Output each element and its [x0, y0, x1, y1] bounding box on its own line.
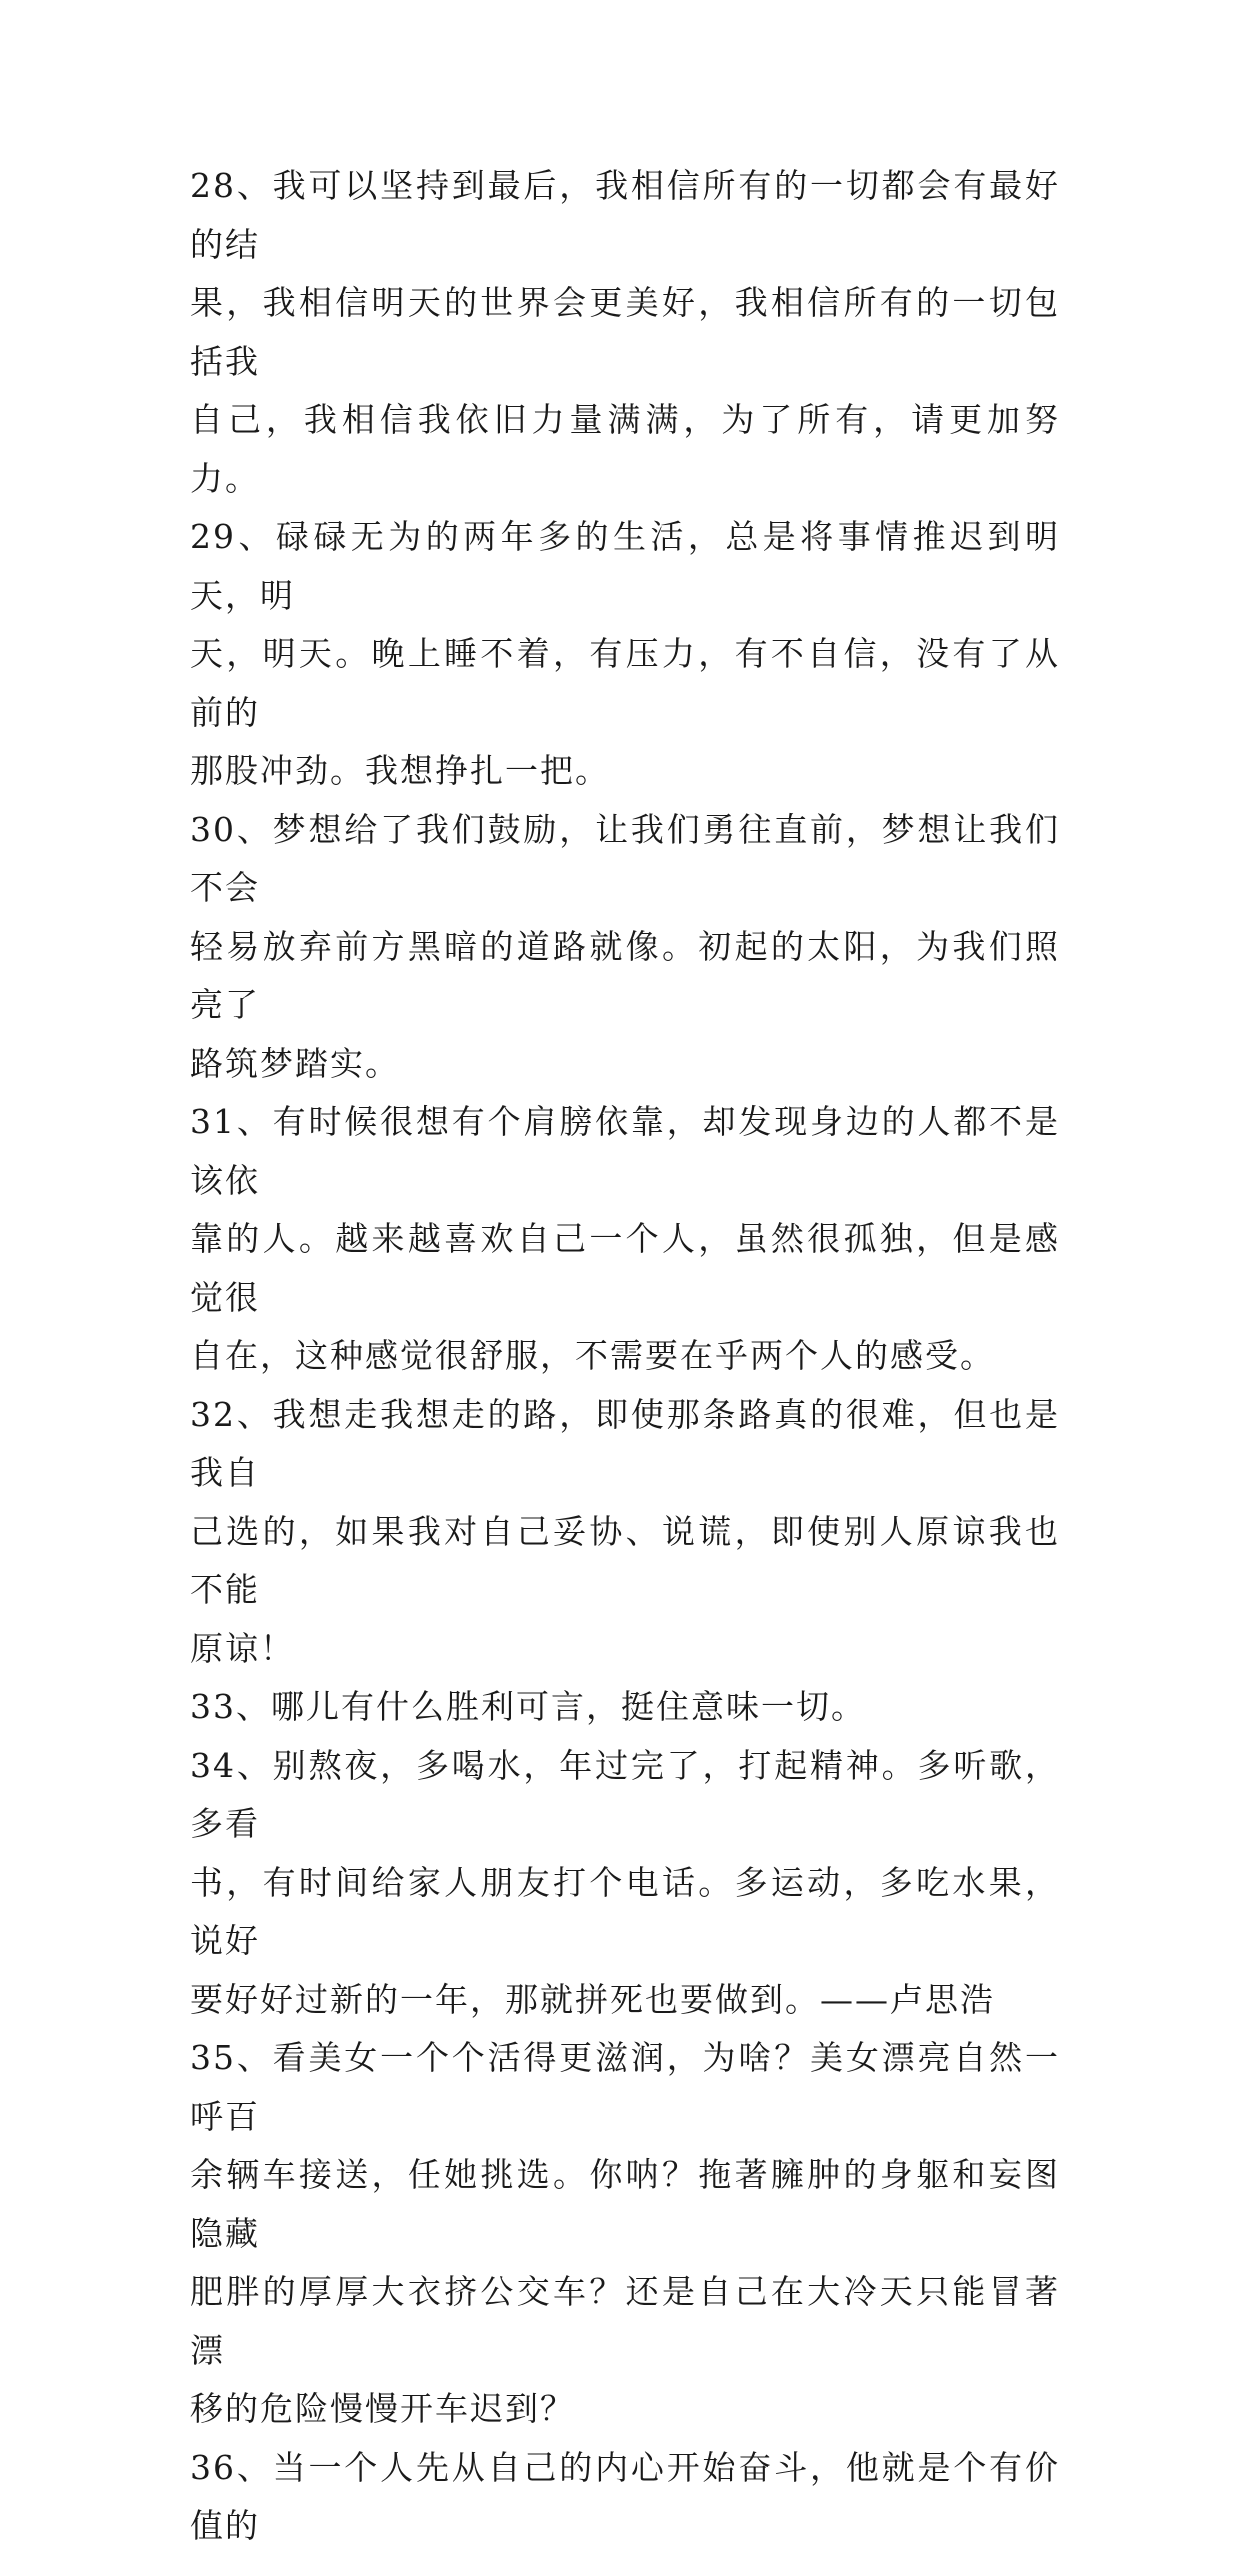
paragraph-35 [190, 2029, 1060, 2439]
text-line: 32、我想走我想走的路，即使那条路真的很难，但也是我自 [190, 1394, 1060, 1492]
text-line: 那股冲劲。我想挣扎一把。 [190, 751, 610, 790]
text-line: 自己，我相信我依旧力量满满，为了所有，请更加努力。 [190, 400, 1060, 498]
text-line: 肥胖的厚厚大衣挤公交车？还是自己在大冷天只能冒著漂 [190, 2272, 1060, 2370]
text-line: 31、有时候很想有个肩膀依靠，却发现身边的人都不是该依 [190, 1102, 1060, 1200]
paragraph-34 [190, 1737, 1060, 2030]
text-line: 29、碌碌无为的两年多的生活，总是将事情推迟到明天，明 [190, 517, 1060, 615]
text-line: 36、当一个人先从自己的内心开始奋斗，他就是个有价值的 [190, 2447, 1060, 2545]
text-line: 自在，这种感觉很舒服，不需要在乎两个人的感受。 [190, 1336, 995, 1375]
text-line: 果，我相信明天的世界会更美好，我相信所有的一切包括我 [190, 283, 1060, 381]
text-line: 34、别熬夜，多喝水，年过完了，打起精神。多听歌，多看 [190, 1745, 1060, 1843]
text-line: 30、梦想给了我们鼓励，让我们勇往直前，梦想让我们不会 [190, 809, 1060, 907]
paragraph-33 [190, 1678, 1060, 1737]
text-line: 移的危险慢慢开车迟到？ [190, 2389, 575, 2428]
paragraph-36 [190, 2439, 1060, 2556]
text-line: 轻易放弃前方黑暗的道路就像。初起的太阳，为我们照亮了 [190, 926, 1060, 1024]
text-line: 余辆车接送，任她挑选。你呐？拖著臃肿的身躯和妄图隐藏 [190, 2155, 1060, 2253]
text-line: 书，有时间给家人朋友打个电话。多运动，多吃水果，说好 [190, 1862, 1060, 1960]
paragraph-32 [190, 1386, 1060, 1679]
text-line: 己选的，如果我对自己妥协、说谎，即使别人原谅我也不能 [190, 1511, 1060, 1609]
paragraph-29 [190, 508, 1060, 801]
text-line: 路筑梦踏实。 [190, 1043, 400, 1083]
paragraph-31 [190, 1093, 1060, 1386]
text-line: 原谅！ [190, 1628, 295, 1668]
text-line: 35、看美女一个个活得更滋润，为啥？美女漂亮自然一呼百 [190, 2038, 1060, 2136]
text-line: 28、我可以坚持到最后，我相信所有的一切都会有最好的结 [190, 166, 1060, 264]
text-line: 要好好过新的一年，那就拼死也要做到。——卢思浩 [190, 1979, 995, 2019]
text-line: 靠的人。越来越喜欢自己一个人，虽然很孤独，但是感觉很 [190, 1219, 1060, 1317]
text-line: 天，明天。晚上睡不着，有压力，有不自信，没有了从前的 [190, 634, 1060, 732]
text-line: 33、哪儿有什么胜利可言，挺住意味一切。 [190, 1687, 866, 1726]
paragraph-28 [190, 157, 1060, 508]
paragraph-30 [190, 801, 1060, 1094]
document-body [190, 157, 1060, 2556]
